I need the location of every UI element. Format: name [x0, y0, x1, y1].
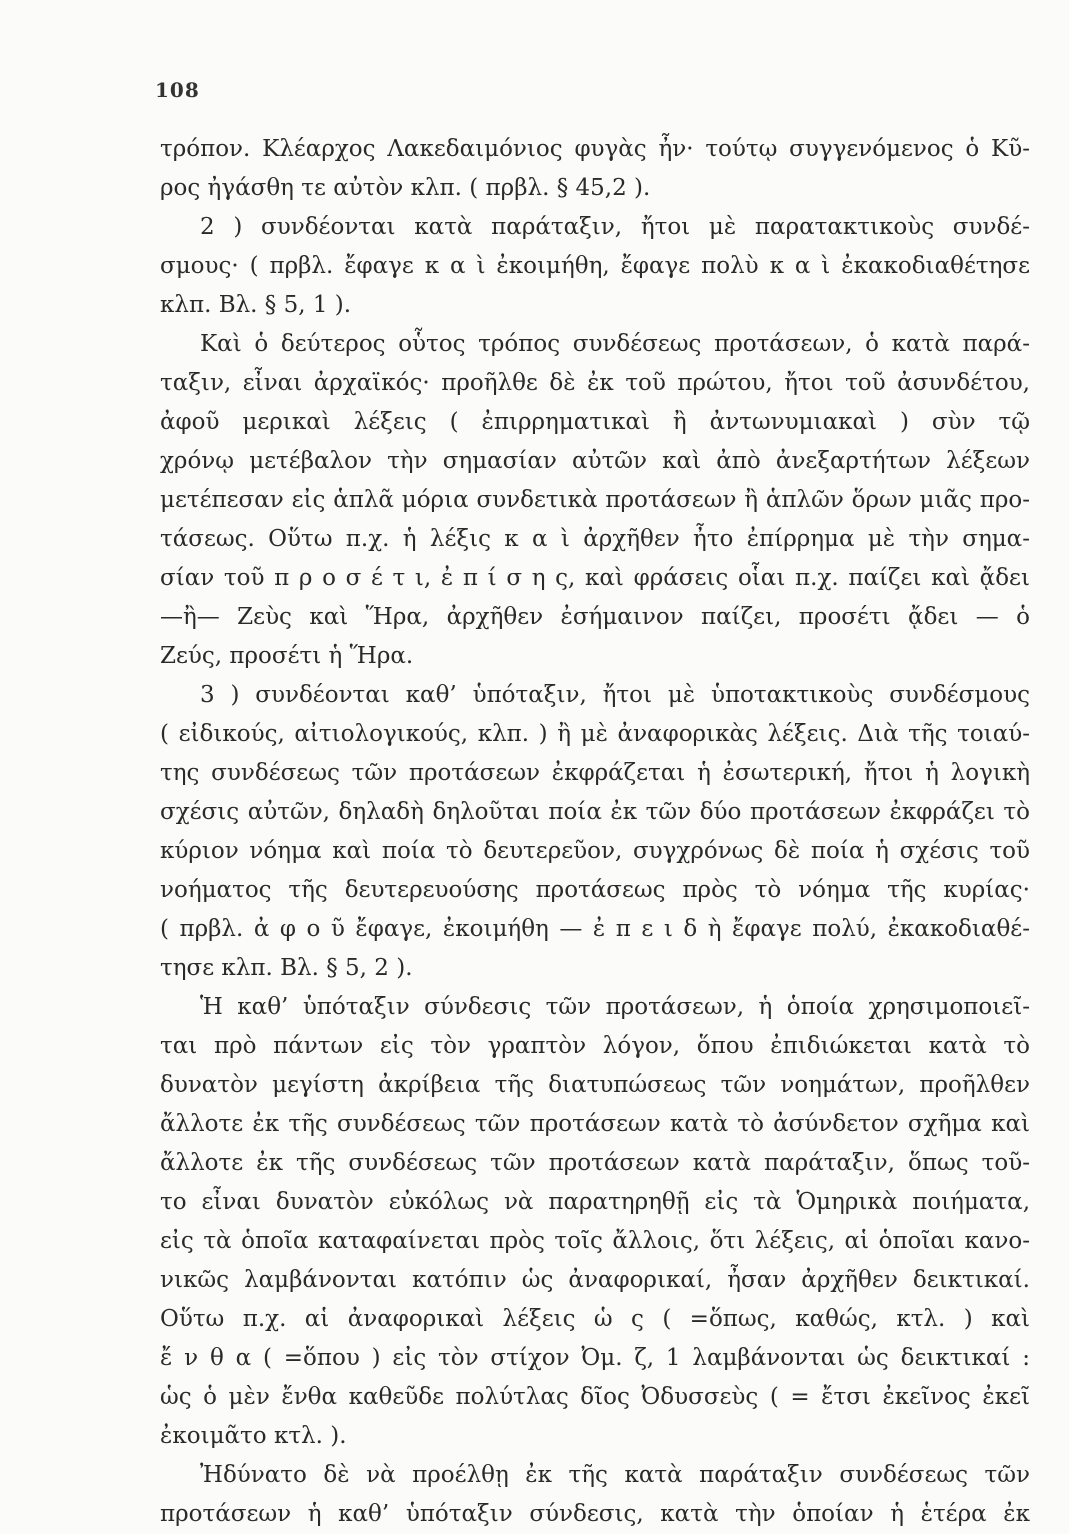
text-line: ρος ἠγάσθη τε αὐτὸν κλπ. ( πρβλ. § 45,2 ). — [160, 175, 651, 201]
text-line: ( εἰδικούς, αἰτιολογικούς, κλπ. ) ἢ μὲ ἀναφορικὰς λέξεις. Διὰ τῆς τοιαύ- — [160, 721, 1030, 747]
text-line: ἄλλοτε ἐκ τῆς συνδέσεως τῶν προτάσεων κατὰ παράταξιν, ὅπως τοῦ- — [160, 1150, 1030, 1176]
text-line: μετέπεσαν εἰς ἁπλᾶ μόρια συνδετικὰ προτάσεων ἢ ἁπλῶν ὅρων μιᾶς προ- — [160, 487, 1030, 513]
text-line: της συνδέσεως τῶν προτάσεων ἐκφράζεται ἡ ἐσωτερική, ἤτοι ἡ λογικὴ — [160, 760, 1030, 786]
text-line: σχέσις αὐτῶν, δηλαδὴ δηλοῦται ποία ἐκ τῶν δύο προτάσεων ἐκφράζει τὸ — [160, 799, 1030, 825]
text-line: ( πρβλ. ἀ φ ο ῦ ἔφαγε, ἐκοιμήθη — ἐ π ε ι δ ὴ ἔφαγε πολύ, ἐκακοδιαθέ- — [160, 916, 1030, 942]
text-line: νοήματος τῆς δευτερευούσης προτάσεως πρὸς τὸ νόημα τῆς κυρίας· — [160, 877, 1030, 903]
text-line: ταξιν, εἶναι ἀρχαϊκός· προῆλθε δὲ ἐκ τοῦ πρώτου, ἤτοι τοῦ ἀσυνδέτου, — [160, 370, 1030, 396]
text-line: χρόνῳ μετέβαλον τὴν σημασίαν αὐτῶν καὶ ἀπὸ ἀνεξαρτήτων λέξεων — [160, 448, 1030, 474]
text-line: σμους· ( πρβλ. ἔφαγε κ α ὶ ἐκοιμήθη, ἔφαγε πολὺ κ α ὶ ἐκακοδιαθέτησε — [160, 253, 1030, 279]
text-line: ται πρὸ πάντων εἰς τὸν γραπτὸν λόγον, ὅπου ἐπιδιώκεται κατὰ τὸ — [160, 1033, 1030, 1059]
text-line: Καὶ ὁ δεύτερος οὗτος τρόπος συνδέσεως προτάσεων, ὁ κατὰ παρά- — [200, 331, 1030, 357]
text-line: νικῶς λαμβάνονται κατόπιν ὡς ἀναφορικαί, ἦσαν ἀρχῆθεν δεικτικαί. — [160, 1267, 1030, 1293]
text-line: το εἶναι δυνατὸν εὐκόλως νὰ παρατηρηθῇ εἰς τὰ Ὁμηρικὰ ποιήματα, — [160, 1189, 1030, 1215]
page-number: 108 — [155, 78, 200, 102]
body-text — [160, 130, 1030, 1534]
text-line: προτάσεων ἡ καθ’ ὑπόταξιν σύνδεσις, κατὰ τὴν ὁποίαν ἡ ἑτέρα ἐκ — [160, 1501, 1030, 1527]
text-line: ἔ ν θ α ( =ὅπου ) εἰς τὸν στίχον Ὀμ. ζ, 1 λαμβάνονται ὡς δεικτικαί : — [160, 1345, 1030, 1371]
text-line: Ἠδύνατο δὲ νὰ προέλθῃ ἐκ τῆς κατὰ παράταξιν συνδέσεως τῶν — [200, 1462, 1030, 1488]
text-line: τησε κλπ. Βλ. § 5, 2 ). — [160, 955, 413, 981]
text-line: τάσεως. Οὕτω π.χ. ἡ λέξις κ α ὶ ἀρχῆθεν ἦτο ἐπίρρημα μὲ τὴν σημα- — [160, 526, 1030, 552]
text-line: τρόπον. Κλέαρχος Λακεδαιμόνιος φυγὰς ἦν· τούτῳ συγγενόμενος ὁ Κῦ- — [160, 136, 1030, 162]
text-line: Οὕτω π.χ. αἱ ἀναφορικαὶ λέξεις ὡ ς ( =ὅπως, καθώς, κτλ. ) καὶ — [160, 1306, 1030, 1332]
text-line: —ἢ— Ζεὺς καὶ Ἥρα, ἀρχῆθεν ἐσήμαινον παίζει, προσέτι ᾄδει — ὁ — [160, 604, 1030, 630]
text-line: σίαν τοῦ π ρ ο σ έ τ ι, ἐ π ί σ η ς, καὶ φράσεις οἷαι π.χ. παίζει καὶ ᾄδει — [160, 565, 1030, 591]
text-line: Ζεύς, προσέτι ἡ Ἥρα. — [160, 643, 414, 669]
text-line: εἰς τὰ ὁποῖα καταφαίνεται πρὸς τοῖς ἄλλοις, ὅτι λέξεις, αἱ ὁποῖαι κανο- — [160, 1228, 1030, 1254]
text-line: ἀφοῦ μερικαὶ λέξεις ( ἐπιρρηματικαὶ ἢ ἀντωνυμιακαὶ ) σὺν τῷ — [160, 409, 1030, 435]
text-line: 3 ) συνδέονται καθ’ ὑπόταξιν, ἤτοι μὲ ὑποτακτικοὺς συνδέσμους — [200, 682, 1030, 708]
text-line: ἐκοιμᾶτο κτλ. ). — [160, 1423, 347, 1449]
text-line: Ἡ καθ’ ὑπόταξιν σύνδεσις τῶν προτάσεων, ἡ ὁποία χρησιμοποιεῖ- — [200, 994, 1030, 1020]
text-line: κύριον νόημα καὶ ποία τὸ δευτερεῦον, συγχρόνως δὲ ποία ἡ σχέσις τοῦ — [160, 838, 1030, 864]
text-line: κλπ. Βλ. § 5, 1 ). — [160, 292, 352, 318]
text-line: 2 ) συνδέονται κατὰ παράταξιν, ἤτοι μὲ παρατακτικοὺς συνδέ- — [200, 214, 1030, 240]
text-line: ὡς ὁ μὲν ἔνθα καθεῦδε πολύτλας δῖος Ὀδυσσεὺς ( = ἔτσι ἐκεῖνος ἐκεῖ — [160, 1384, 1030, 1410]
text-line: ἄλλοτε ἐκ τῆς συνδέσεως τῶν προτάσεων κατὰ τὸ ἀσύνδετον σχῆμα καὶ — [160, 1111, 1030, 1137]
text-line: δυνατὸν μεγίστη ἀκρίβεια τῆς διατυπώσεως τῶν νοημάτων, προῆλθεν — [160, 1072, 1030, 1098]
